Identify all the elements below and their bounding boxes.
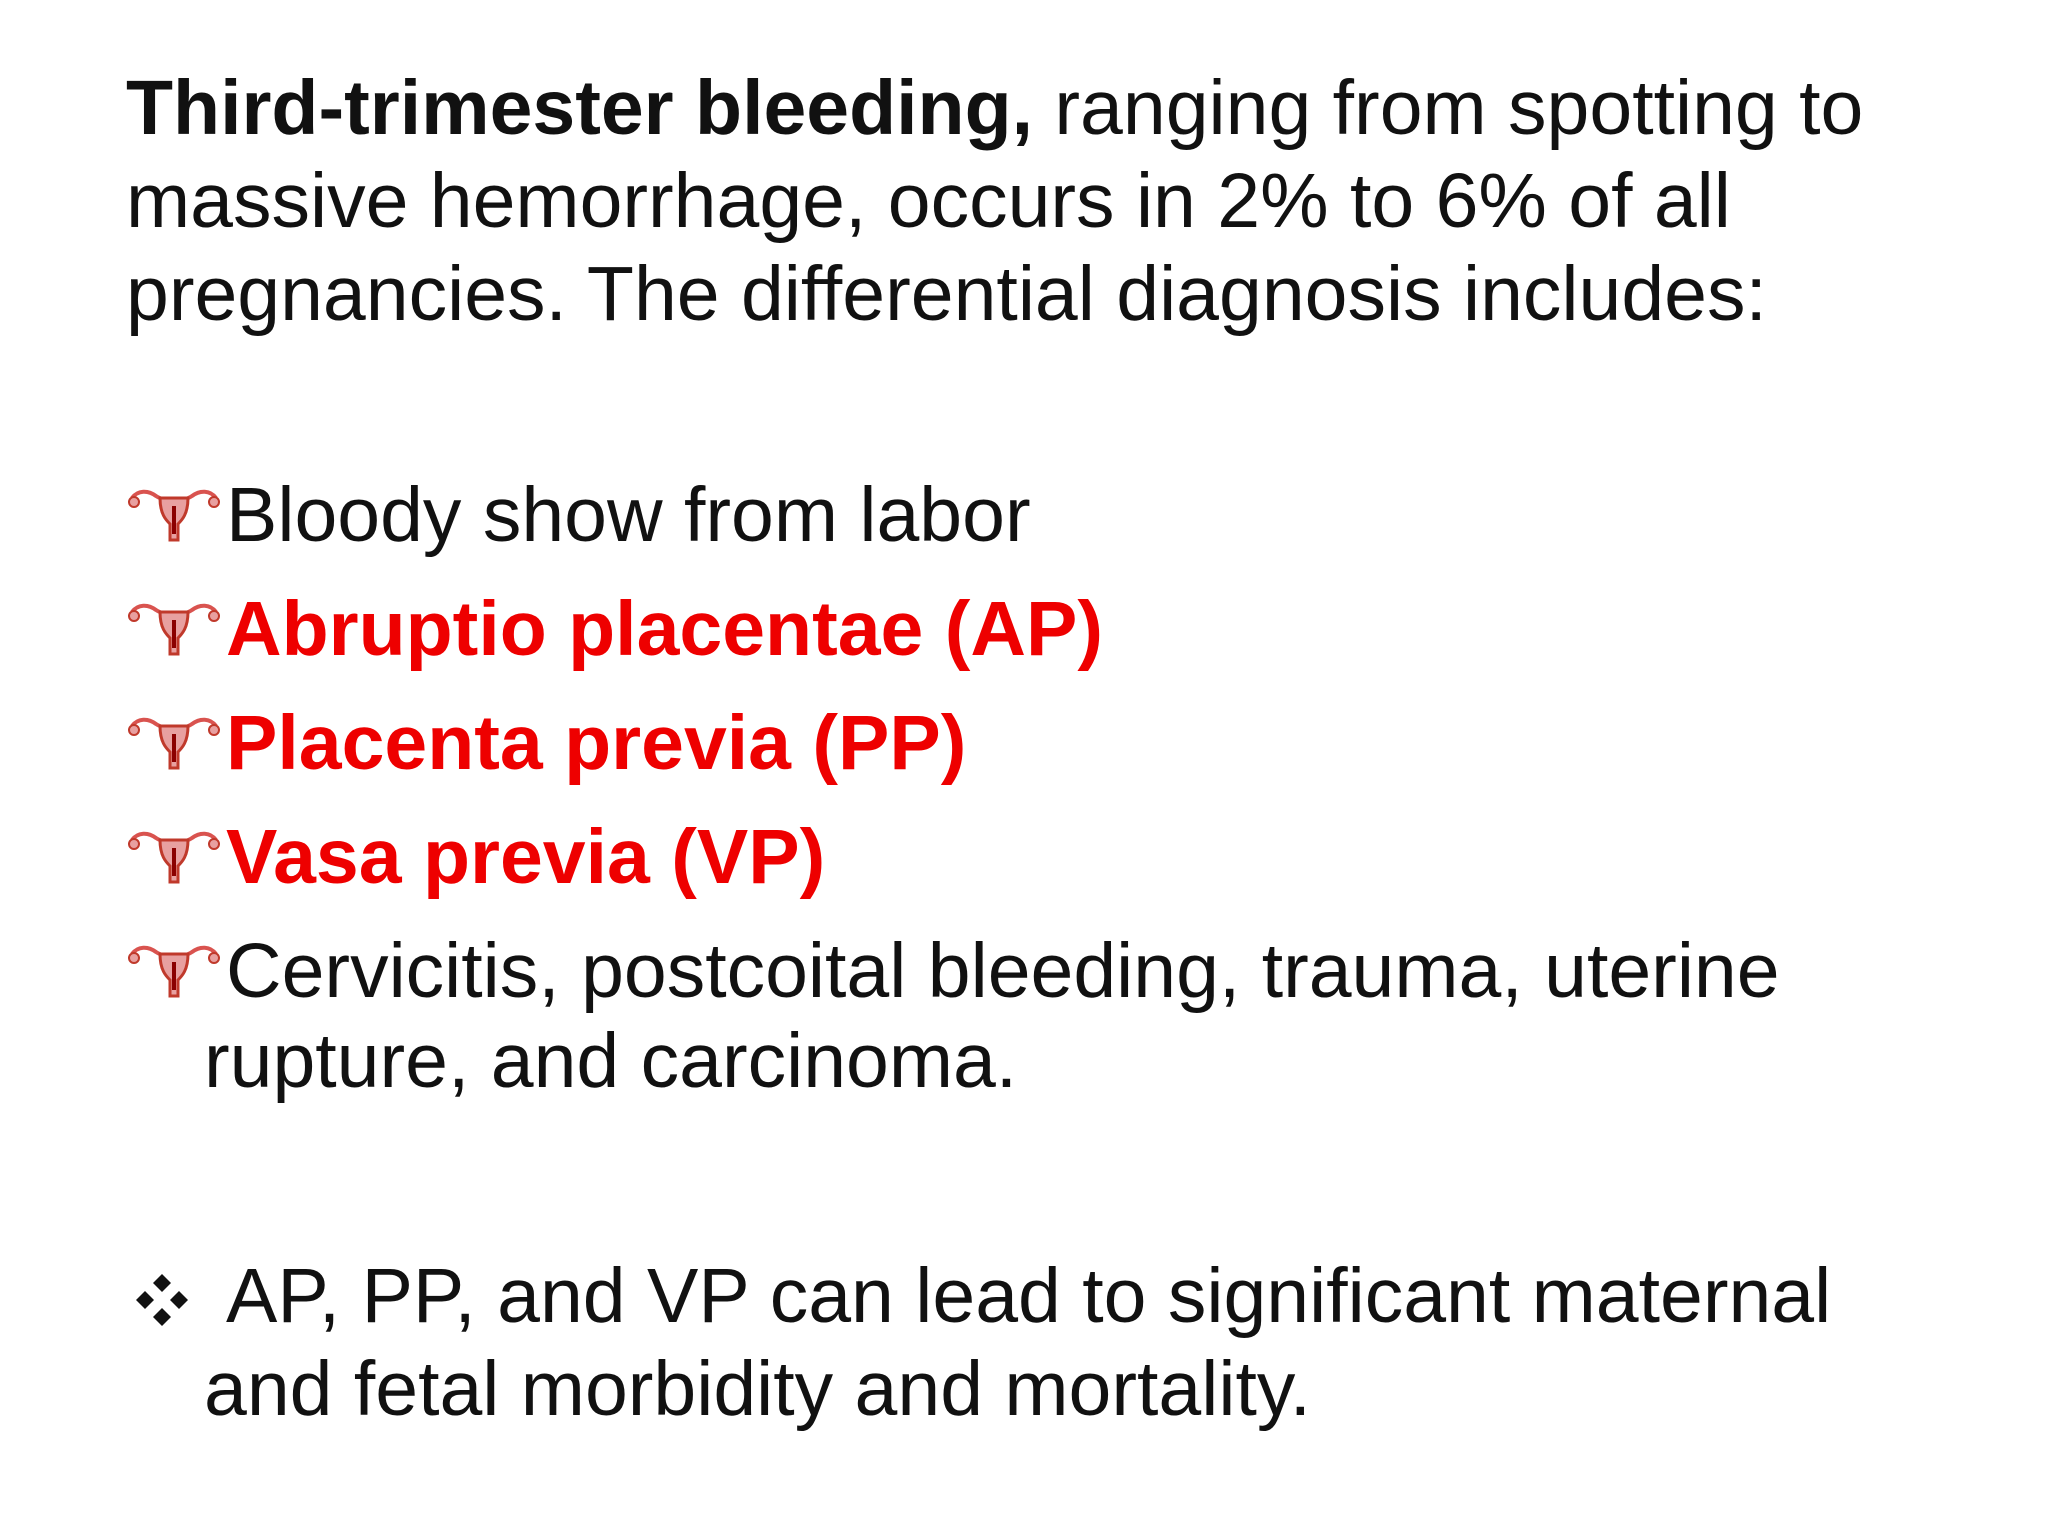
uterus-icon (126, 940, 222, 998)
list-item-text: Cervicitis, postcoital bleeding, trauma, uterine (226, 928, 1780, 1014)
list-item (126, 698, 1986, 788)
note-line-2: and fetal morbidity and mortality. (204, 1346, 1312, 1432)
list-item-text: Vasa previa (VP) (226, 814, 826, 900)
diagnosis-list (126, 470, 1986, 1130)
list-item (126, 812, 1986, 902)
uterus-icon (126, 598, 222, 656)
uterus-icon (126, 712, 222, 770)
list-item-text: Abruptio placentae (AP) (226, 586, 1104, 672)
list-item-text: Placenta previa (PP) (226, 700, 967, 786)
list-item (126, 470, 1986, 560)
list-item-continuation: rupture, and carcinoma. (204, 1018, 1018, 1104)
intro-text: ranging from spotting to massive hemorrhage, occurs in 2% to 6% of all pregnancies. The differential diagnosis includes: (126, 65, 1864, 337)
intro-bold: Third-trimester bleeding, (126, 65, 1034, 151)
uterus-icon (126, 826, 222, 884)
list-item (126, 584, 1986, 674)
list-item-text: Bloody show from labor (226, 472, 1031, 558)
intro-paragraph (126, 62, 1966, 341)
list-item (126, 926, 1986, 1106)
four-diamond-icon (134, 1272, 190, 1328)
note-line-1: AP, PP, and VP can lead to significant maternal (226, 1253, 1832, 1339)
uterus-icon (126, 484, 222, 542)
summary-note (126, 1250, 1986, 1436)
